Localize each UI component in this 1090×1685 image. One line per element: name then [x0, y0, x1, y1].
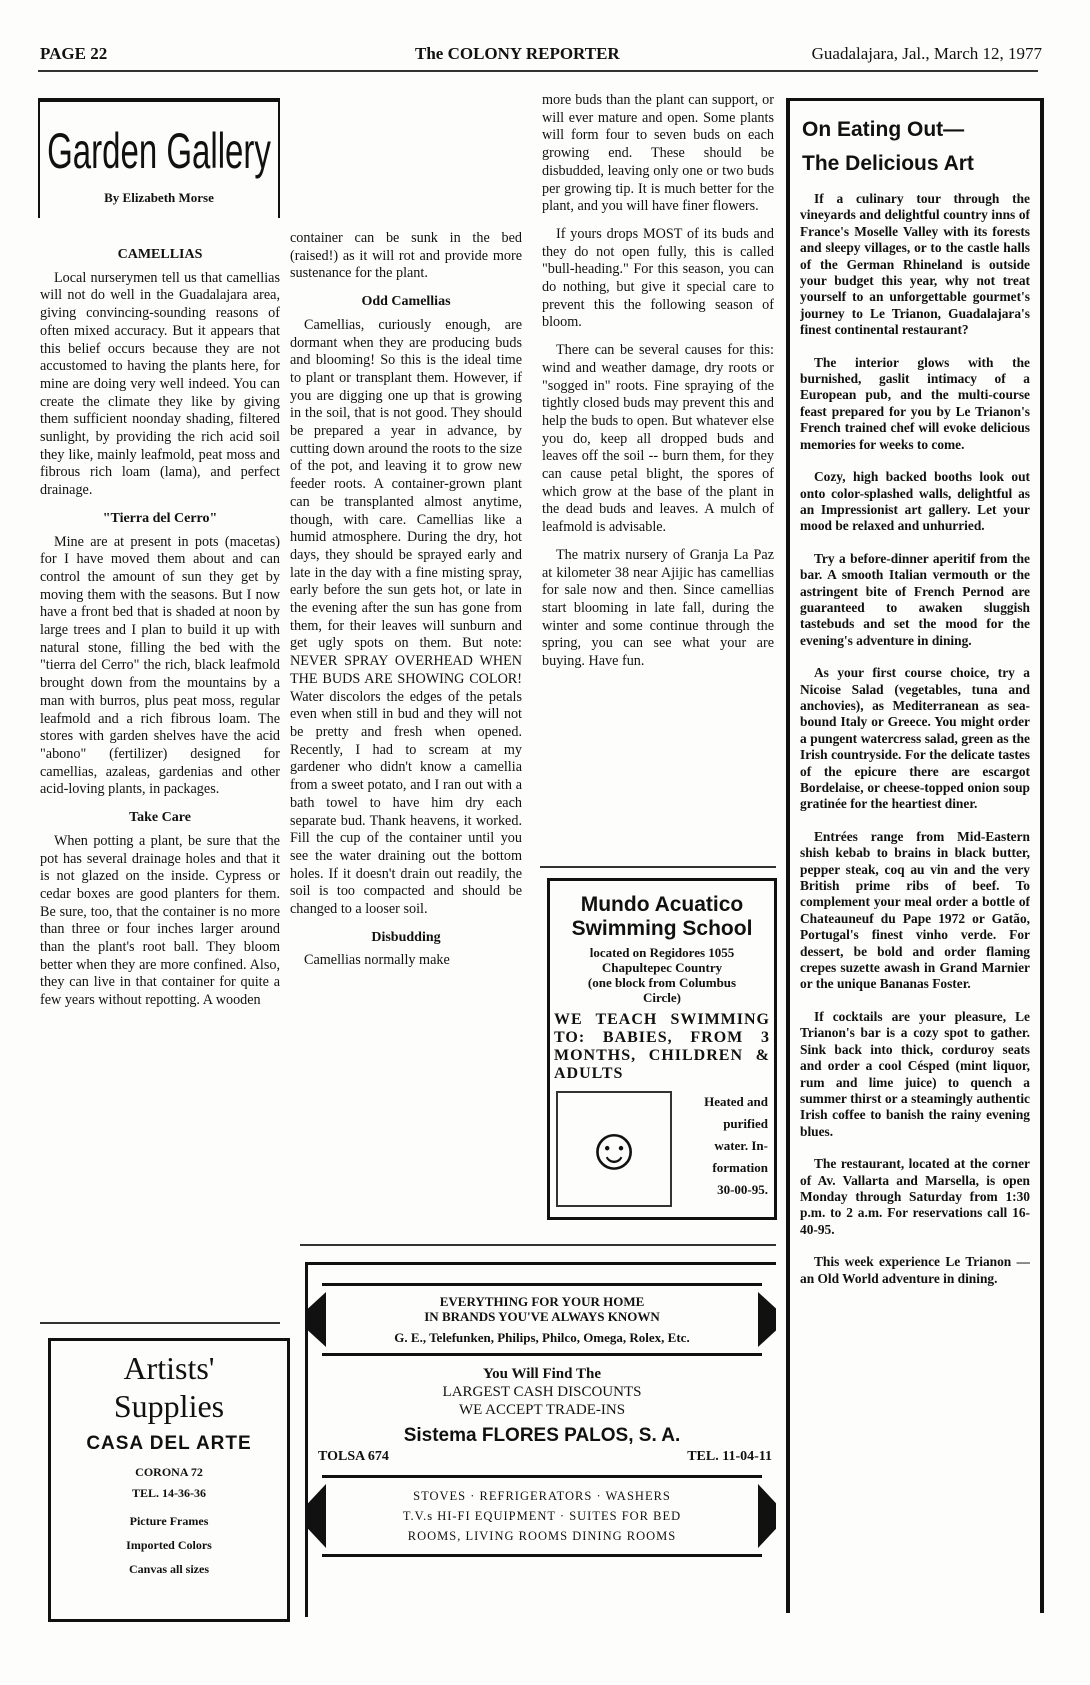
ad-address-line: located on Regidores 1055 — [589, 945, 735, 960]
subheading: "Tierra del Cerro" — [102, 510, 218, 526]
byline: By Elizabeth Morse — [104, 190, 214, 205]
ad-title: Supplies — [113, 1388, 225, 1424]
column-title: Garden Gallery — [47, 123, 271, 179]
swimmer-illustration-icon: ☺ — [556, 1091, 672, 1207]
ad-line: You Will Find The — [483, 1366, 601, 1382]
swimming-school-ad — [547, 878, 777, 1220]
ad-title: Artists' — [123, 1350, 215, 1386]
paragraph: Mine are at present in pots (macetas) for I have moved them about and can control the amount of sun they get by moving them with the seasons. But I now have a front bed that is shaded at noon by large trees and I plan to build it up with natural stone, filling the bed with the "tierra del Cerro" the rich, black leafmold brought down from the mountains by a man with burros, plus peat moss, regular leafmold and a rich fibrous loam. The stores with garden shelves have the acid "abono" (fertilizer) designed for camellias, azaleas, gardenias and other acid-loving plants, in packages. — [40, 533, 280, 798]
column-title: On Eating Out— — [802, 118, 965, 141]
artists-supplies-ad — [48, 1338, 290, 1622]
store-address: CORONA 72 — [135, 1465, 203, 1479]
masthead-rule — [38, 70, 1038, 72]
ad-title: Mundo Acuatico — [580, 893, 744, 916]
ad-address-line: Circle) — [642, 990, 682, 1005]
article-column-3 — [542, 92, 774, 862]
product-item: Imported Colors — [126, 1538, 212, 1552]
product-line: T.V.s HI-FI EQUIPMENT · SUITES FOR BED — [402, 1509, 682, 1523]
company-name: Sistema FLORES PALOS, S. A. — [403, 1425, 681, 1446]
divider — [540, 866, 776, 868]
paragraph: There can be several causes for this: wind and weather damage, dry roots or "sogged in" roots. Fine spraying of the tightly closed buds may prevent this and help the buds to open. But whatever else you do, keep all dropped buds and leaves off the soil -- burn them, for they can cause petal blight, the spores of which grow at the base of the plant in the dead buds and leaves. A mulch of leafmold is advisable. — [542, 342, 774, 536]
paragraph: If a culinary tour through the vineyards and delightful country inns of France's Moselle Valley with its forests and sleepy villages, or to the castle halls of the German Rhineland is outside your budget this year, why not treat yourself to an unforgettable gourmet's journey to Le Trianon, Guadalajara's finest continental restaurant? — [800, 191, 1030, 338]
brand-list: G. E., Telefunken, Philips, Philco, Omega, Rolex, Etc. — [394, 1330, 690, 1345]
store-name: CASA DEL ARTE — [86, 1433, 252, 1454]
paragraph: When potting a plant, be sure that the pot has several drainage holes and that it is not glazed on the inside. Cypress or cedar boxes are good planters for them. Be sure, too, that the container is no more than three or four inches larger around than the plant's root ball. They bloom better when they are more confined. Also, they can live in that container for quite a few years without repotting. A wooden — [40, 832, 280, 1009]
paragraph-continued: more buds than the plant can support, or will ever mature and open. Some plants will form four to seven buds on each growing end. These should be disbudded, leaving only one or two buds per growing tip. It is much better for the plant, and you will have finer flowers. — [542, 92, 774, 215]
flores-palos-ad — [305, 1262, 776, 1617]
dateline: Guadalajara, Jal., March 12, 1977 — [811, 44, 1042, 63]
ad-info-line: 30-00-95. — [717, 1182, 768, 1197]
garden-gallery-header — [38, 98, 280, 218]
ad-info-line: Heated and — [704, 1094, 768, 1109]
ad-address-line: Chapultepec Country — [601, 960, 723, 975]
paragraph-continued: container can be sunk in the bed (raised!) as it will rot and provide more sustenance for the plant. — [290, 230, 522, 282]
paragraph: Camellias, curiously enough, are dormant when they are producing buds and blooming! So this is the ideal time to plant or transplant them. However, if you are digging one up that is growing in the soil, that is not good. They should be prepared a year in advance, by cutting down around the roots to the size of the pot, and leaving it to grow new feeder roots. A container-grown plant can be transplanted almost anytime, though, with care. Camellias like a humid atmosphere. During the dry, hot days, they should be sprayed early and late in the day with a fine misting spray, early before the sun gets hot, or late in the evening after the sun has gone from them, for their leaves will sunburn and get ugly spots on them. But note: NEVER SPRAY OVERHEAD WHEN THE BUDS ARE SHOWING COLOR! Water discolors the edges of the petals even when still in bud and they will not be pretty and fresh when opened. Recently, I had to scream at my gardener who didn't know a camellia from a sweet potato, and I ran out with a bath towel to have him dry each separate bud. Thank heavens, it worked. Fill the cup of the container until you see the water draining out the bottom holes. If it doesn't drain out readily, the soil is too compacted and should be changed to a looser soil. — [290, 316, 522, 918]
company-phone: TEL. 11-04-11 — [687, 1449, 772, 1464]
paragraph: Cozy, high backed booths look out onto color-splashed walls, delightful as an Impressionist art gallery. Let your mood be relaxed and unhurried. — [800, 469, 1030, 534]
paragraph: If cocktails are your pleasure, Le Trianon's bar is a cozy spot to gather. Sink back into thick, corduroy seats and order a cool Césped (mint liquor, rum and lime juice) to quench a summer thirst or a steamingly authentic Irish coffee to banish the rainy evening blues. — [800, 1008, 1030, 1139]
ad-info-line: purified — [723, 1116, 768, 1131]
banner-line: EVERYTHING FOR YOUR HOME — [439, 1294, 645, 1309]
ad-address-line: (one block from Columbus — [587, 975, 737, 990]
paragraph: Entrées range from Mid-Eastern shish kebab to brains in black butter, pepper steak, coq au vin and the very British prime ribs of beef. To complement your meal order a bottle of Chateauneuf du Pape 1972 or Gatão, Portugal's finest vinho verde. For dessert, be bold and order flaming crepes suzette awash in Grand Marnier or the unique Bananas Foster. — [800, 828, 1030, 992]
subheading: Take Care — [129, 810, 191, 826]
product-line: ROOMS, LIVING ROOMS DINING ROOMS — [407, 1529, 677, 1543]
paragraph: Local nurserymen tell us that camellias will not do well in the Guadalajara area, giving convincing-sounding reasons of often mixed accuracy. But it appears that this belief occurs because they are not accustomed to having the plants here, for mine are doing very well indeed. You can create the climate they like by giving them sufficient noonday shading, filtered sunlight, by providing the rich acid soil they like, mainly leafmold, peat moss and fibrous rich loam (lama), and perfect drainage. — [40, 269, 280, 499]
ad-title: Swimming School — [571, 917, 753, 940]
eating-out-column — [786, 98, 1044, 1613]
product-item: Canvas all sizes — [128, 1562, 209, 1576]
paragraph: The interior glows with the burnished, gaslit intimacy of a European pub, and the multi-course feast prepared for you by Le Trianon's French trained chef will evoke delicious memories for weeks to come. — [800, 354, 1030, 452]
column-title: The Delicious Art — [802, 152, 974, 175]
paragraph: Try a before-dinner aperitif from the bar. A smooth Italian vermouth or the astringent bite of French Pernod are guaranteed to awaken sluggish tastebuds and set the mood for the evening's adventure in dining. — [800, 550, 1030, 648]
article-column-2 — [290, 230, 522, 1240]
ad-line: LARGEST CASH DISCOUNTS — [442, 1384, 642, 1400]
paragraph: The restaurant, located at the corner of Av. Vallarta and Marsella, is open Monday through Saturday from 1:30 p.m. to 2 a.m. For reservations call 16-40-95. — [800, 1156, 1030, 1237]
page-number: PAGE 22 — [40, 44, 108, 63]
product-line: STOVES · REFRIGERATORS · WASHERS — [413, 1489, 671, 1503]
paragraph: If yours drops MOST of its buds and they do not open fully, this is called "bull-heading." For this season, you can do nothing, but give it special care to prevent this the following season of bloom. — [542, 225, 774, 331]
newspaper-name: The COLONY REPORTER — [415, 44, 620, 63]
subheading: Odd Camellias — [361, 294, 451, 310]
article-column-1 — [40, 238, 280, 1316]
subheading: Disbudding — [371, 929, 441, 945]
ad-services: WE TEACH SWIMMING TO: BABIES, FROM 3 MONTHS, CHILDREN & ADULTS — [554, 1011, 770, 1082]
banner-line: IN BRANDS YOU'VE ALWAYS KNOWN — [424, 1309, 660, 1324]
paragraph: The matrix nursery of Granja La Paz at kilometer 38 near Ajijic has camellias for sale now and then. Since camellias start blooming in late fall, during the winter and some continue through the spring, you can see what your are buying. Have fun. — [542, 546, 774, 670]
product-item: Picture Frames — [129, 1514, 209, 1528]
ad-line: WE ACCEPT TRADE-INS — [458, 1402, 626, 1418]
paragraph: This week experience Le Trianon — an Old World adventure in dining. — [800, 1254, 1030, 1286]
divider — [40, 1322, 280, 1324]
ad-info-line: formation — [712, 1160, 768, 1175]
company-address: TOLSA 674 — [318, 1449, 389, 1464]
paragraph: As your first course choice, try a Nicoise Salad (vegetables, tuna and anchovies), as Mediterranean as sea-bound Italy or Greece. You might order a pungent watercress salad, green as the Irish countryside. For the delicate tastes of the epicure there are escargot Bordelaise, or cheese-topped onion soup gratinée for the heartiest diner. — [800, 665, 1030, 812]
subheading: CAMELLIAS — [117, 247, 203, 262]
divider — [300, 1244, 776, 1246]
paragraph: Camellias normally make — [304, 952, 450, 969]
store-phone: TEL. 14-36-36 — [131, 1486, 206, 1500]
ad-info-line: water. In- — [714, 1138, 768, 1153]
